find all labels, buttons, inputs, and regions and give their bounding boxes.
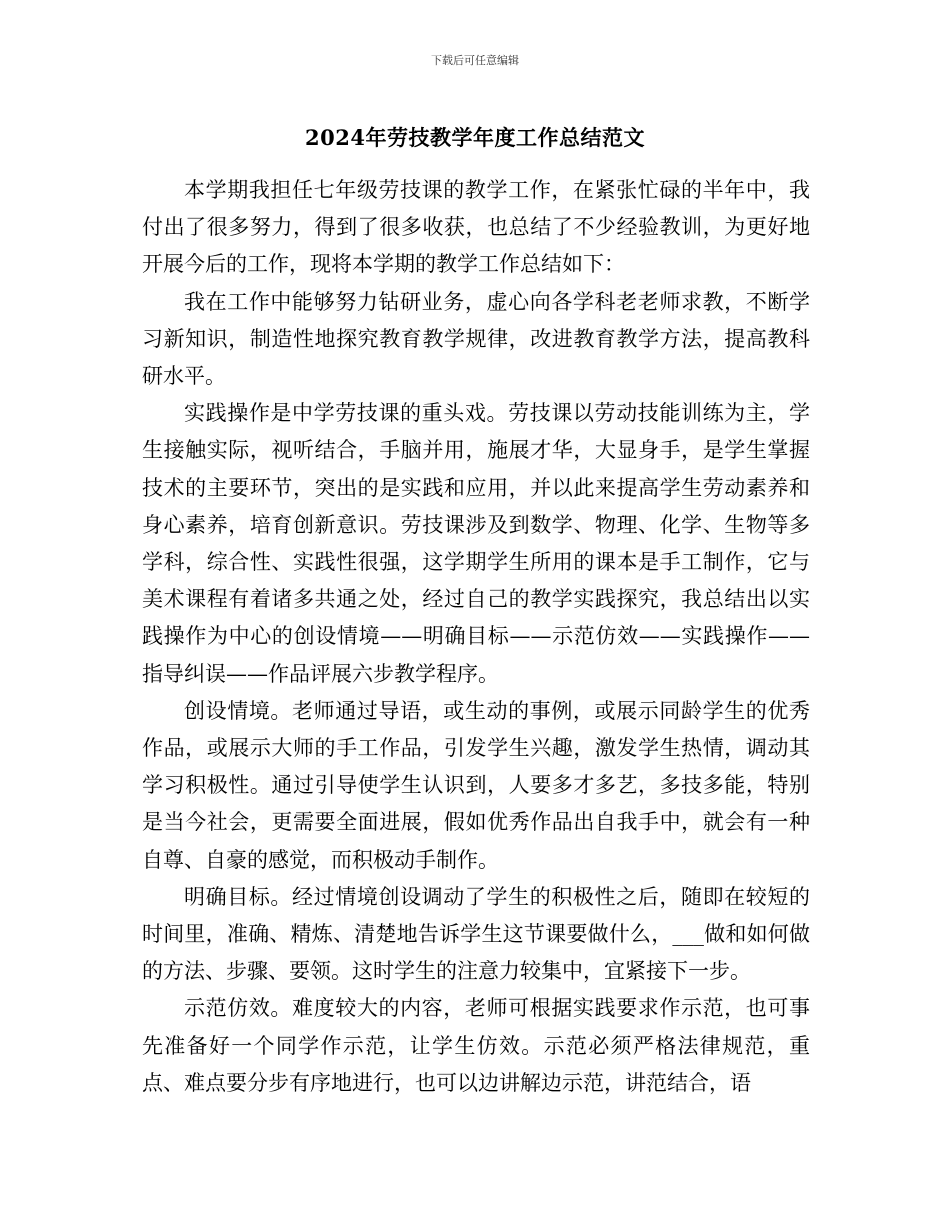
document-body [142, 172, 810, 1102]
paragraph-practice: 实践操作是中学劳技课的重头戏。劳技课以劳动技能训练为主，学生接触实际，视听结合，手脑并用，施展才华，大显身手，是学生掌握技术的主要环节，突出的是实践和应用，并以此来提高学生劳动素养和身心素养，培育创新意识。劳技课涉及到数学、物理、化学、生物等多学科，综合性、实践性很强，这学期学生所用的课本是手工制作，它与美术课程有着诸多共通之处，经过自己的教学实践探究，我总结出以实践操作为中心的创设情境——明确目标——示范仿效——实践操作——指导纠误——作品评展六步教学程序。 [142, 401, 810, 686]
document-title: 2024年劳技教学年度工作总结范文 [305, 125, 645, 150]
paragraph-demonstration: 示范仿效。难度较大的内容，老师可根据实践要求作示范，也可事先准备好一个同学作示范，让学生仿效。示范必须严格法律规范，重点、难点要分步有序地进行，也可以边讲解边示范，讲范结合，语 [142, 996, 810, 1095]
paragraph-study: 我在工作中能够努力钻研业务，虚心向各学科老老师求教，不断学习新知识，制造性地探究教育教学规律，改进教育教学方法，提高教科研水平。 [142, 289, 810, 389]
paragraph-context: 创设情境。老师通过导语，或生动的事例，或展示同龄学生的优秀作品，或展示大师的手工作品，引发学生兴趣，激发学生热情，调动其学习积极性。通过引导使学生认识到，人要多才多艺，多技多能，特别是当今社会，更需要全面进展，假如优秀作品出自我手中，就会有一种自尊、自豪的感觉，而积极动手制作。 [142, 698, 810, 872]
paragraph-intro: 本学期我担任七年级劳技课的教学工作，在紧张忙碌的半年中，我付出了很多努力，得到了很多收获，也总结了不少经验教训，为更好地开展今后的工作，现将本学期的教学工作总结如下： [142, 178, 810, 277]
paragraph-goals: 明确目标。经过情境创设调动了学生的积极性之后，随即在较短的时间里，准确、精炼、清楚地告诉学生这节课要做什么，___做和如何做的方法、步骤、要领。这时学生的注意力较集中，宜紧接下一步。 [142, 884, 810, 984]
header-note: 下载后可任意编辑 [431, 54, 519, 67]
